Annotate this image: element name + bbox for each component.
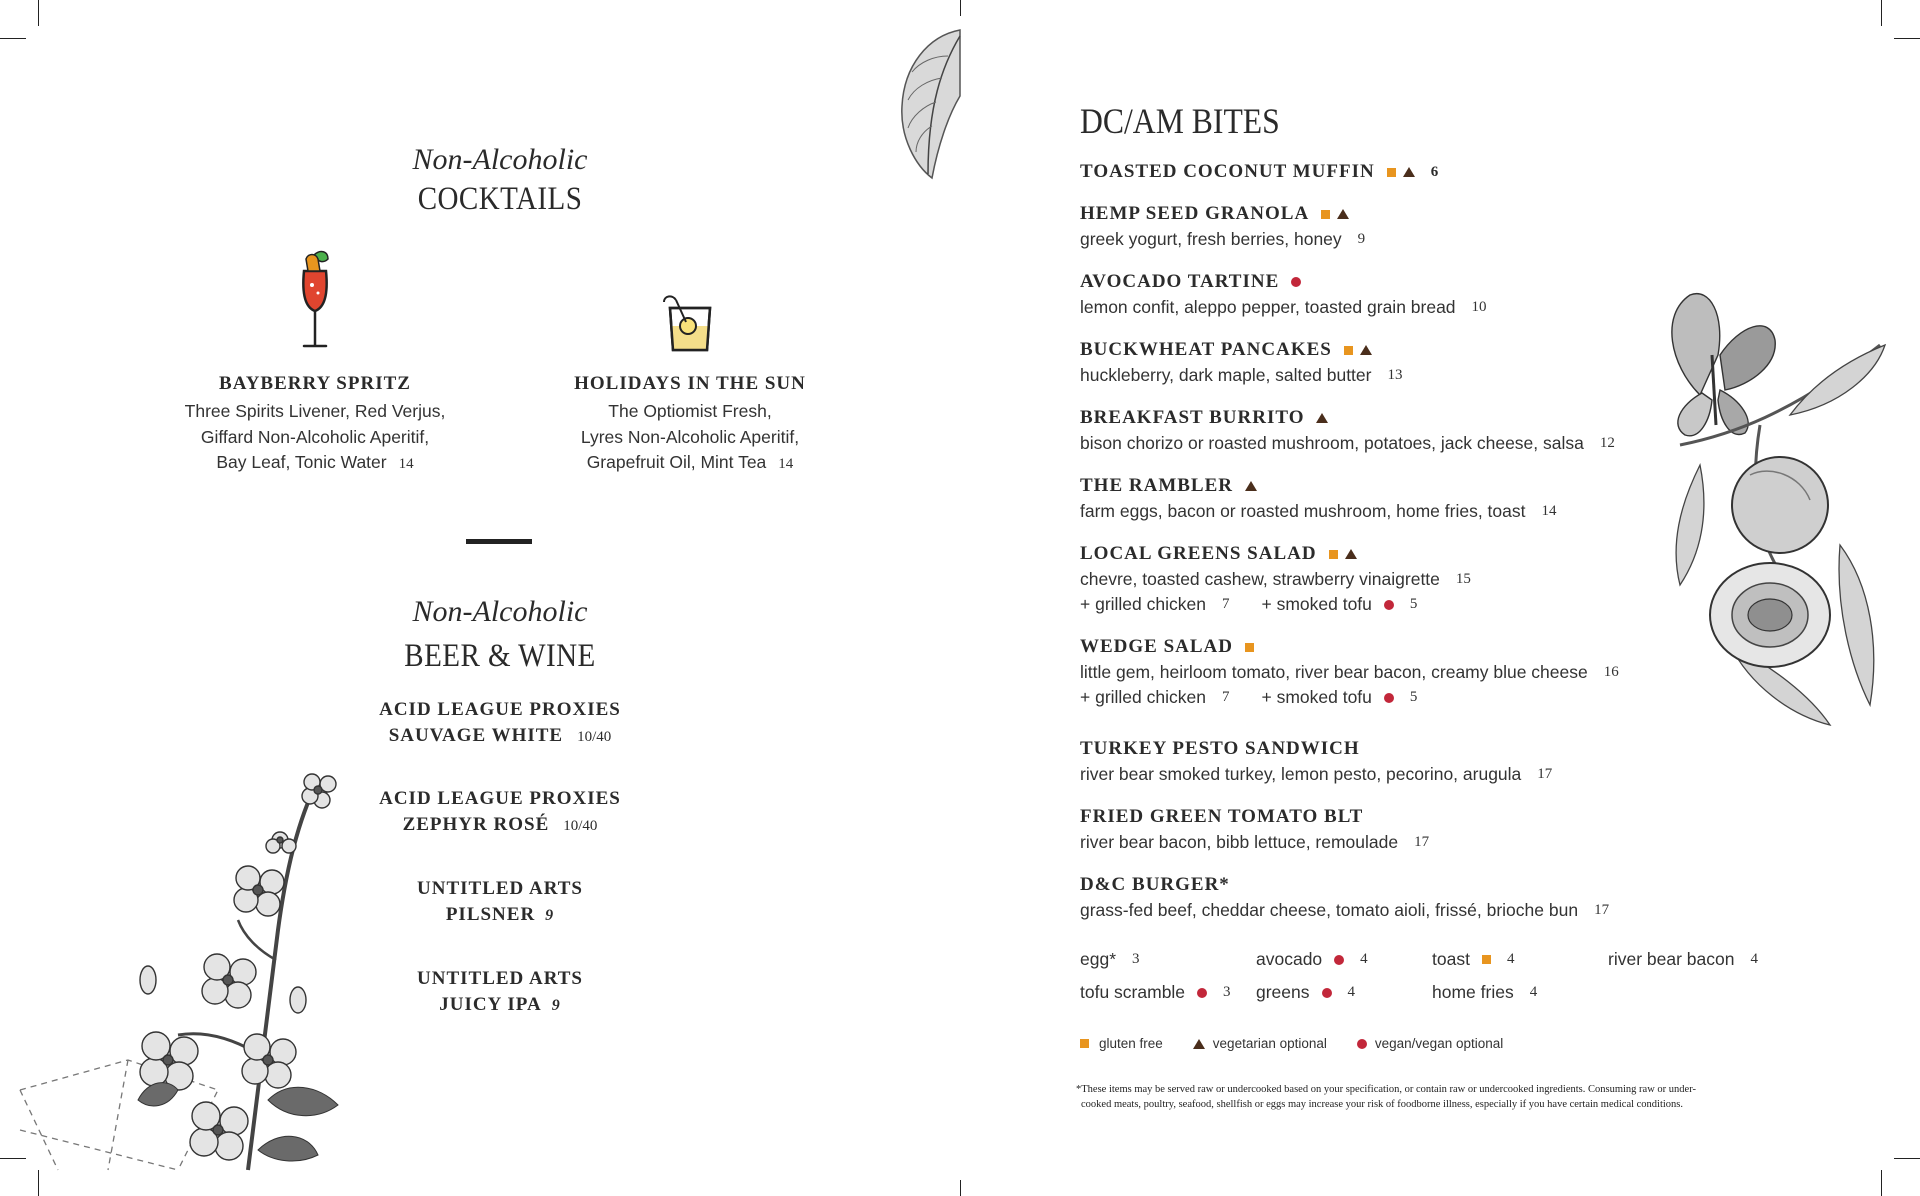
side-price: 3 bbox=[1223, 984, 1231, 1000]
cocktail-ingredient-line: Three Spirits Livener, Red Verjus, bbox=[184, 401, 446, 421]
cocktail-ingredient-line: The Optiomist Fresh, bbox=[608, 401, 772, 421]
vegetarian-icon bbox=[1193, 1039, 1205, 1049]
bite-item bbox=[1080, 874, 1609, 921]
gluten-free-icon bbox=[1482, 955, 1491, 964]
bite-price: 9 bbox=[1357, 231, 1366, 247]
bite-name-row bbox=[1080, 161, 1439, 183]
side-price: 4 bbox=[1506, 951, 1515, 967]
cocktail-ingredient-line: Lyres Non-Alcoholic Aperitif, bbox=[580, 426, 800, 447]
disclaimer-line: cooked meats, poultry, seafood, shellfish or eggs may increase your risk of foodborne illness, especially if you have certain medical conditions. bbox=[1081, 1099, 1684, 1110]
food-safety-disclaimer bbox=[1076, 1082, 1856, 1112]
side-price: 4 bbox=[1347, 984, 1356, 1000]
bite-item bbox=[1080, 161, 1439, 183]
vegetarian-icon bbox=[1360, 345, 1372, 355]
bite-name: AVOCADO TARTINE bbox=[1080, 271, 1280, 292]
beer-wine-title-italic: Non-Alcoholic bbox=[412, 595, 588, 628]
bite-price: 17 bbox=[1594, 902, 1610, 918]
cocktail-name: BAYBERRY SPRITZ bbox=[219, 373, 411, 394]
bite-name: LOCAL GREENS SALAD bbox=[1080, 543, 1317, 564]
addon-price: 5 bbox=[1409, 596, 1418, 612]
rocks-glass-icon bbox=[660, 292, 718, 352]
legend-vegan: vegan/vegan optional bbox=[1374, 1036, 1504, 1051]
beer-wine-name: ZEPHYR ROSÉ bbox=[402, 814, 550, 835]
leaf-illustration bbox=[898, 26, 962, 182]
bite-item bbox=[1080, 738, 1552, 785]
gluten-free-icon bbox=[1245, 643, 1254, 652]
beer-wine-price: 10/40 bbox=[577, 729, 612, 745]
bites-title: DC/AM BITES bbox=[1080, 101, 1280, 141]
bite-name-row bbox=[1080, 636, 1619, 658]
legend-gluten-free: gluten free bbox=[1099, 1036, 1163, 1051]
crop-mark bbox=[1894, 38, 1920, 39]
cocktail-ingredient-line bbox=[525, 450, 855, 478]
cocktail-ingredient-line: Giffard Non-Alcoholic Aperitif, bbox=[200, 426, 430, 447]
bite-name-row bbox=[1080, 874, 1609, 896]
side-item bbox=[1608, 949, 1758, 970]
bite-description-row bbox=[1080, 900, 1609, 921]
crop-mark bbox=[960, 1180, 961, 1196]
bite-name-row bbox=[1080, 271, 1487, 293]
bite-price: 17 bbox=[1414, 834, 1430, 850]
vegan-icon bbox=[1384, 693, 1394, 703]
side-item bbox=[1080, 982, 1231, 1003]
bite-description-row bbox=[1080, 501, 1556, 522]
bite-item bbox=[1080, 407, 1615, 454]
bite-description: river bear smoked turkey, lemon pesto, pecorino, arugula bbox=[1080, 764, 1522, 784]
bite-addons-row bbox=[1080, 687, 1619, 708]
vegan-icon bbox=[1197, 988, 1207, 998]
cocktail-price: 14 bbox=[398, 456, 414, 472]
bite-name-row bbox=[1080, 339, 1402, 361]
bite-name-row bbox=[1080, 407, 1615, 429]
bite-name: TOASTED COCONUT MUFFIN bbox=[1080, 161, 1375, 182]
gluten-free-icon bbox=[1387, 168, 1396, 177]
vegetarian-icon bbox=[1345, 549, 1357, 559]
bite-description: chevre, toasted cashew, strawberry vinaigrette bbox=[1080, 569, 1440, 589]
side-name: avocado bbox=[1256, 949, 1323, 969]
bite-description-row bbox=[1080, 569, 1471, 590]
bite-description-row bbox=[1080, 297, 1487, 318]
bite-description: river bear bacon, bibb lettuce, remoulade bbox=[1080, 832, 1399, 852]
bite-name: WEDGE SALAD bbox=[1080, 636, 1233, 657]
section-divider bbox=[466, 539, 532, 544]
bite-name-row bbox=[1080, 806, 1429, 828]
addon-price: 7 bbox=[1221, 689, 1230, 705]
cocktail-description bbox=[525, 399, 855, 478]
blossom-branch-illustration bbox=[18, 760, 428, 1175]
bite-description: lemon confit, aleppo pepper, toasted grain bread bbox=[1080, 297, 1456, 317]
bite-price: 13 bbox=[1387, 367, 1403, 383]
vegetarian-icon bbox=[1245, 481, 1257, 491]
bite-price: 14 bbox=[1541, 503, 1557, 519]
bite-description: farm eggs, bacon or roasted mushroom, home fries, toast bbox=[1080, 501, 1526, 521]
beer-wine-producer: UNTITLED ARTS bbox=[417, 968, 583, 989]
cocktail-ingredient-text: Grapefruit Oil, Mint Tea bbox=[586, 452, 767, 472]
bite-item bbox=[1080, 475, 1556, 522]
bite-price: 6 bbox=[1430, 163, 1440, 180]
side-price: 4 bbox=[1750, 951, 1758, 967]
bite-item bbox=[1080, 203, 1365, 250]
bite-name: HEMP SEED GRANOLA bbox=[1080, 203, 1310, 224]
bite-price: 16 bbox=[1603, 664, 1619, 680]
bite-name-row bbox=[1080, 475, 1556, 497]
bite-description-row bbox=[1080, 229, 1365, 250]
vegetarian-icon bbox=[1403, 167, 1415, 177]
beer-wine-name-row bbox=[320, 723, 680, 750]
side-item bbox=[1080, 949, 1140, 970]
side-price: 4 bbox=[1529, 984, 1538, 1000]
beer-wine-price: 9 bbox=[551, 997, 561, 1014]
beer-wine-price: 9 bbox=[545, 907, 555, 924]
bite-item bbox=[1080, 543, 1471, 615]
side-item bbox=[1256, 949, 1368, 970]
side-name: greens bbox=[1256, 982, 1310, 1002]
spritz-glass-icon bbox=[290, 245, 338, 355]
addon-grilled-chicken: + grilled chicken bbox=[1080, 594, 1206, 614]
cocktail-ingredient-line bbox=[150, 450, 480, 478]
vegan-icon bbox=[1322, 988, 1332, 998]
bite-description: greek yogurt, fresh berries, honey bbox=[1080, 229, 1342, 249]
bite-description-row bbox=[1080, 365, 1402, 386]
addon-smoked-tofu: + smoked tofu bbox=[1261, 687, 1372, 707]
bite-price: 15 bbox=[1455, 571, 1471, 587]
bite-price: 17 bbox=[1537, 766, 1553, 782]
bite-item bbox=[1080, 339, 1402, 386]
vegetarian-icon bbox=[1337, 209, 1349, 219]
bite-name: D&C BURGER* bbox=[1080, 874, 1230, 895]
bite-name: BUCKWHEAT PANCAKES bbox=[1080, 339, 1332, 360]
dietary-legend bbox=[1080, 1036, 1503, 1051]
side-name: home fries bbox=[1432, 982, 1514, 1002]
bite-description: grass-fed beef, cheddar cheese, tomato aioli, frissé, brioche bun bbox=[1080, 900, 1579, 920]
beer-wine-name: SAUVAGE WHITE bbox=[388, 725, 564, 746]
side-name: egg* bbox=[1080, 949, 1117, 969]
beer-wine-producer: UNTITLED ARTS bbox=[417, 878, 583, 899]
bite-name: FRIED GREEN TOMATO BLT bbox=[1080, 806, 1364, 827]
bite-price: 10 bbox=[1471, 299, 1487, 315]
bite-item bbox=[1080, 636, 1619, 708]
cocktail-name: HOLIDAYS IN THE SUN bbox=[574, 373, 806, 394]
gluten-free-icon bbox=[1344, 346, 1353, 355]
bite-name-row bbox=[1080, 203, 1365, 225]
beer-wine-producer: ACID LEAGUE PROXIES bbox=[379, 788, 621, 809]
bite-description-row bbox=[1080, 764, 1552, 785]
crop-mark bbox=[1881, 1170, 1882, 1196]
crop-mark bbox=[960, 0, 961, 16]
bite-addons-row bbox=[1080, 594, 1471, 615]
vegetarian-icon bbox=[1316, 413, 1328, 423]
beer-wine-title: BEER & WINE bbox=[404, 638, 596, 674]
crop-mark bbox=[38, 0, 39, 26]
side-item bbox=[1256, 982, 1355, 1003]
beer-wine-name: JUICY IPA bbox=[439, 994, 542, 1015]
bite-name-row bbox=[1080, 738, 1552, 760]
side-name: river bear bacon bbox=[1608, 949, 1735, 969]
side-item bbox=[1432, 949, 1514, 970]
bite-name-row bbox=[1080, 543, 1471, 565]
addon-price: 5 bbox=[1409, 689, 1418, 705]
addon-smoked-tofu: + smoked tofu bbox=[1261, 594, 1372, 614]
crop-mark bbox=[1894, 1158, 1920, 1159]
beer-wine-price: 10/40 bbox=[563, 818, 598, 834]
cocktail-description bbox=[150, 399, 480, 478]
vegan-icon bbox=[1334, 955, 1344, 965]
addon-price: 7 bbox=[1221, 596, 1230, 612]
disclaimer-line: *These items may be served raw or undercooked based on your specification, or contain raw or undercooked ingredients. Consuming raw or under- bbox=[1076, 1084, 1696, 1095]
bite-description: bison chorizo or roasted mushroom, potatoes, jack cheese, salsa bbox=[1080, 433, 1584, 453]
bite-item bbox=[1080, 271, 1487, 318]
vegan-icon bbox=[1384, 600, 1394, 610]
gluten-free-icon bbox=[1080, 1039, 1089, 1048]
bite-name: THE RAMBLER bbox=[1080, 475, 1233, 496]
side-price: 4 bbox=[1360, 951, 1368, 967]
beer-wine-name: PILSNER bbox=[445, 904, 536, 925]
bite-description-row bbox=[1080, 662, 1619, 683]
cocktail-ingredient-text: Bay Leaf, Tonic Water bbox=[216, 452, 387, 472]
cocktail-price: 14 bbox=[778, 456, 794, 472]
crop-mark bbox=[0, 38, 26, 39]
addon-grilled-chicken: + grilled chicken bbox=[1080, 687, 1206, 707]
bite-description: little gem, heirloom tomato, river bear bacon, creamy blue cheese bbox=[1080, 662, 1588, 682]
side-price: 3 bbox=[1132, 951, 1140, 967]
vegan-icon bbox=[1291, 277, 1301, 287]
bite-description-row bbox=[1080, 433, 1615, 454]
bite-name: TURKEY PESTO SANDWICH bbox=[1080, 738, 1360, 759]
bite-item bbox=[1080, 806, 1429, 853]
crop-mark bbox=[1881, 0, 1882, 26]
cocktails-title-italic: Non-Alcoholic bbox=[412, 143, 588, 176]
bite-price: 12 bbox=[1599, 435, 1615, 451]
vegan-icon bbox=[1357, 1039, 1367, 1049]
gluten-free-icon bbox=[1329, 550, 1338, 559]
beer-wine-item bbox=[320, 697, 680, 750]
side-item bbox=[1432, 982, 1537, 1003]
beer-wine-producer: ACID LEAGUE PROXIES bbox=[379, 699, 621, 720]
legend-vegetarian: vegetarian optional bbox=[1212, 1036, 1327, 1051]
side-name: toast bbox=[1432, 949, 1470, 969]
bite-description-row bbox=[1080, 832, 1429, 853]
side-name: tofu scramble bbox=[1080, 982, 1186, 1002]
gluten-free-icon bbox=[1321, 210, 1330, 219]
butterfly-peach-illustration bbox=[1640, 285, 1890, 775]
bite-name: BREAKFAST BURRITO bbox=[1080, 407, 1305, 428]
cocktails-title: COCKTAILS bbox=[417, 181, 583, 217]
bite-description: huckleberry, dark maple, salted butter bbox=[1080, 365, 1372, 385]
